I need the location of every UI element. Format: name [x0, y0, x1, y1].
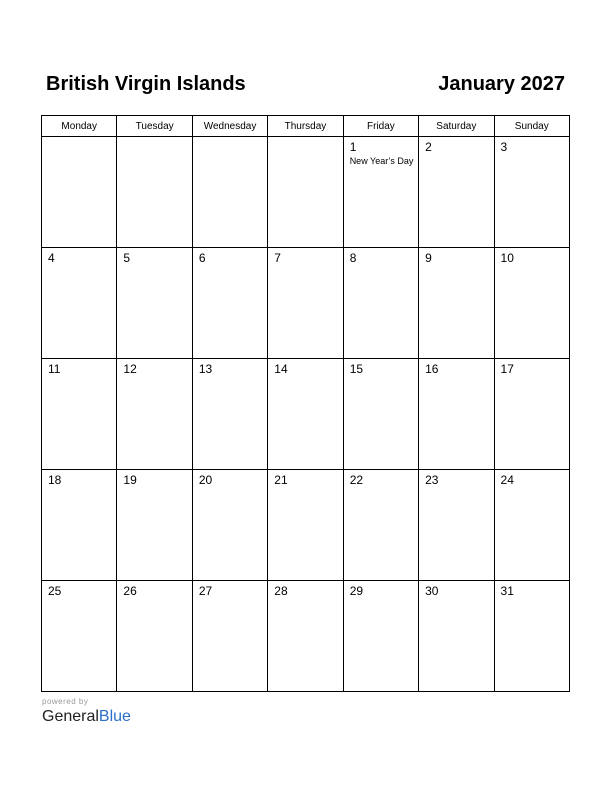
day-cell — [419, 470, 494, 581]
day-cell — [42, 137, 117, 248]
day-cell — [419, 137, 494, 248]
day-number: 5 — [123, 251, 131, 265]
day-number: 15 — [349, 362, 364, 376]
brand-logo — [42, 707, 131, 727]
day-number: 14 — [274, 362, 288, 376]
day-cell — [494, 470, 569, 581]
day-number: 30 — [425, 584, 439, 598]
day-number: 26 — [123, 584, 137, 598]
day-number: 3 — [500, 140, 508, 154]
day-number: 2 — [425, 140, 432, 154]
day-cell — [268, 359, 343, 470]
day-cell — [343, 470, 418, 581]
day-number — [268, 137, 342, 140]
day-cell — [117, 137, 192, 248]
day-cell — [268, 137, 343, 248]
day-number: 7 — [274, 251, 281, 265]
week-row — [42, 248, 570, 359]
day-number: 24 — [500, 473, 514, 487]
day-cell — [343, 359, 418, 470]
day-cell — [117, 581, 192, 692]
day-cell — [42, 359, 117, 470]
day-number: 28 — [274, 584, 288, 598]
day-number: 12 — [123, 362, 137, 376]
day-cell — [494, 137, 569, 248]
week-row — [42, 137, 570, 248]
day-number — [42, 137, 116, 140]
day-number: 18 — [48, 473, 62, 487]
day-cell — [42, 470, 117, 581]
day-cell — [494, 359, 569, 470]
day-number: 9 — [425, 251, 432, 265]
day-number: 23 — [425, 473, 439, 487]
day-number: 8 — [349, 251, 357, 265]
day-cell — [42, 248, 117, 359]
weekday-header: Sunday — [494, 116, 569, 137]
footer-branding — [42, 697, 131, 727]
day-number — [193, 137, 267, 140]
brand-name-part2: Blue — [98, 708, 131, 725]
day-cell — [268, 470, 343, 581]
day-cell — [192, 581, 267, 692]
day-cell — [192, 248, 267, 359]
powered-by-label: powered by — [42, 697, 89, 706]
day-cell — [419, 248, 494, 359]
holiday-label: New Year’s Day — [349, 156, 414, 166]
day-number: 17 — [500, 362, 514, 376]
weekday-header-row — [42, 116, 570, 137]
day-cell — [117, 359, 192, 470]
day-cell — [494, 248, 569, 359]
month-year-title: January 2027 — [438, 73, 565, 95]
day-cell — [343, 137, 418, 248]
country-title: British Virgin Islands — [46, 73, 246, 95]
day-number: 19 — [123, 473, 137, 487]
week-row — [42, 470, 570, 581]
weekday-header: Wednesday — [192, 116, 267, 137]
day-number — [117, 137, 191, 140]
day-number: 4 — [48, 251, 55, 265]
day-cell — [419, 581, 494, 692]
day-number: 29 — [349, 584, 364, 598]
day-cell — [419, 359, 494, 470]
day-number: 6 — [198, 251, 206, 265]
weekday-header: Thursday — [268, 116, 343, 137]
week-row — [42, 581, 570, 692]
day-cell — [343, 581, 418, 692]
day-number: 25 — [48, 584, 62, 598]
day-number: 20 — [198, 473, 213, 487]
day-cell — [192, 359, 267, 470]
weekday-header: Tuesday — [117, 116, 192, 137]
day-cell — [192, 137, 267, 248]
day-number: 1 — [349, 140, 357, 154]
day-cell — [268, 248, 343, 359]
day-number: 13 — [198, 362, 213, 376]
day-cell — [494, 581, 569, 692]
day-number: 27 — [198, 584, 213, 598]
brand-name-part1: General — [42, 708, 99, 725]
day-number: 31 — [500, 584, 514, 598]
day-cell — [117, 470, 192, 581]
day-number: 22 — [349, 473, 364, 487]
calendar-grid — [41, 115, 570, 692]
day-number: 16 — [425, 362, 439, 376]
day-cell — [192, 470, 267, 581]
day-number: 21 — [274, 473, 288, 487]
day-number: 11 — [48, 362, 61, 376]
day-cell — [117, 248, 192, 359]
weekday-header: Monday — [42, 116, 117, 137]
day-cell — [343, 248, 418, 359]
weekday-header: Friday — [343, 116, 418, 137]
weekday-header: Saturday — [419, 116, 494, 137]
week-row — [42, 359, 570, 470]
day-cell — [42, 581, 117, 692]
day-number: 10 — [500, 251, 514, 265]
day-cell — [268, 581, 343, 692]
